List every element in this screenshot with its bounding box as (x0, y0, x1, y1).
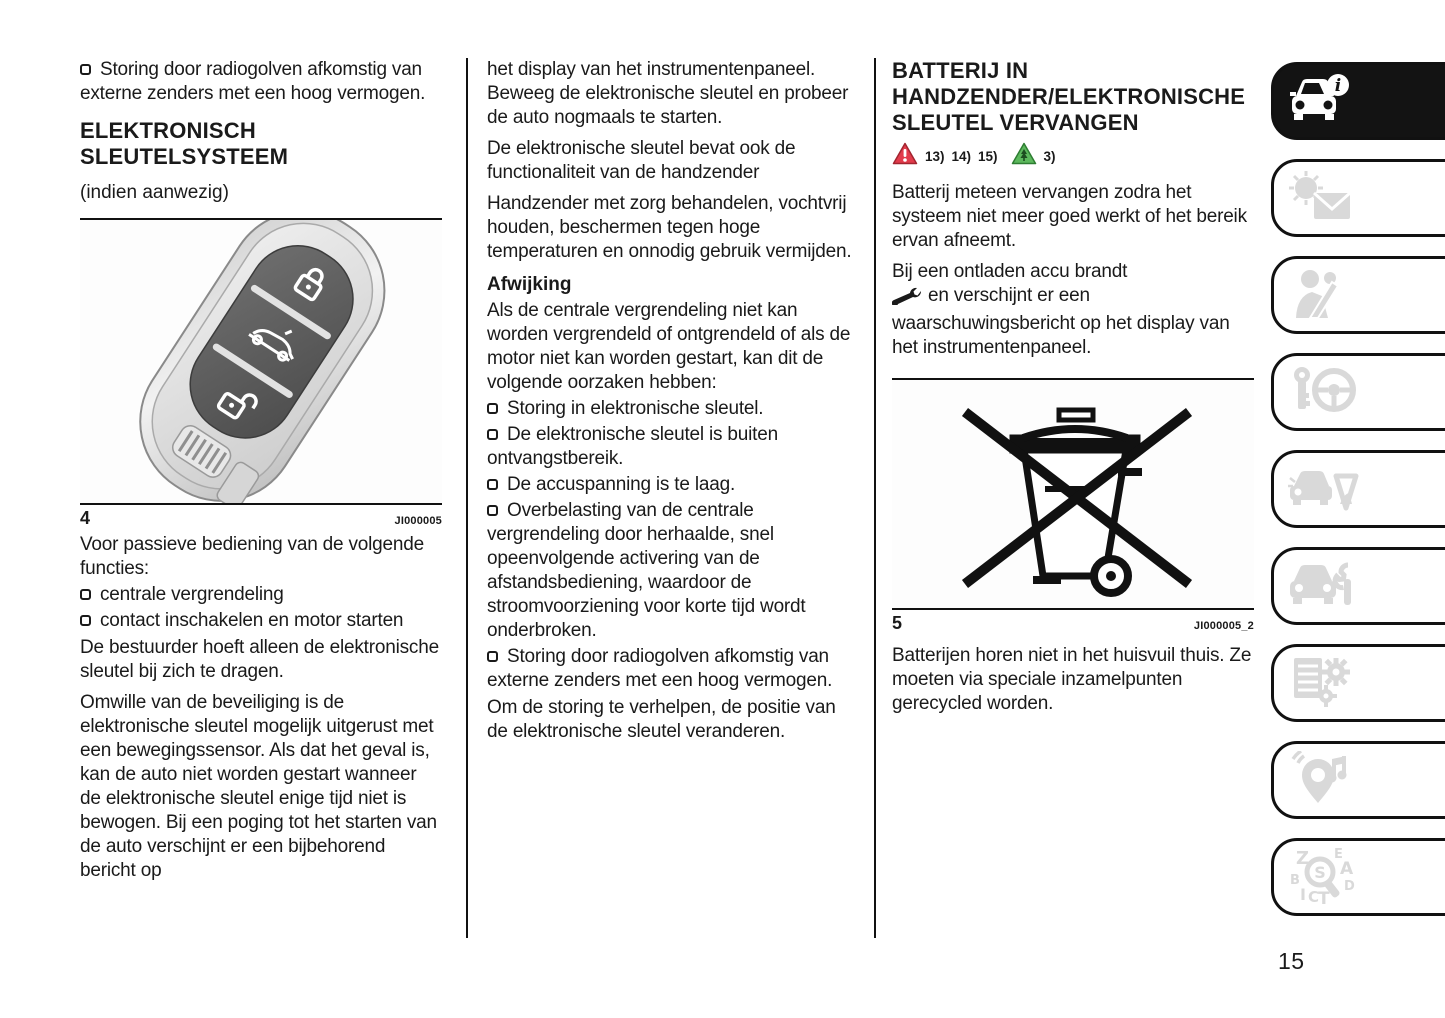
paragraph-with-icon: Bij een ontladen accu brandt en verschijnt er een waarschuwingsbericht op het display van het instrumentenpaneel. (892, 261, 1230, 358)
tab-technical-data (1271, 644, 1445, 722)
paragraph: Batterij meteen vervangen zodra het systeem niet meer goed werkt of het bereik ervan afneemt. (892, 182, 1247, 251)
weee-bin-image (892, 378, 1254, 610)
list-item: Overbelasting van de centrale vergrendeling door herhaalde, snel opeenvolgende activering van de afstandsbediening, waardoor de stroomvoorziening voor korte tijd wordt onderbroken. (487, 500, 806, 641)
section-heading: BATTERIJ IN HANDZENDER/ELEKTRONISCHE SLEUTEL VERVANGEN (892, 58, 1246, 135)
section-tab-rail (1271, 62, 1445, 935)
bullet-square-icon (487, 651, 498, 662)
key-steering-wheel-icon (1288, 363, 1356, 422)
warning-ref: 14) (951, 149, 972, 164)
eco-triangle-icon (1011, 142, 1037, 171)
figure-code: JI000005_2 (1193, 620, 1254, 632)
svg-text:Z: Z (1296, 847, 1310, 869)
bullet-square-icon (487, 479, 498, 490)
figure-key-fob (80, 218, 442, 529)
bullet-square-icon (487, 429, 498, 440)
svg-text:i: i (1334, 75, 1342, 96)
if-equipped-note: (indien aanwezig) (80, 182, 229, 203)
paragraph: Beweeg de elektronische sleutel en probeer de auto nogmaals te starten. (487, 83, 849, 128)
eco-ref: 3) (1043, 149, 1056, 164)
svg-text:A: A (1340, 858, 1354, 879)
paragraph: Batterijen horen niet in het huisvuil thuis. Ze moeten via speciale inzamelpunten gerecycled worden. (892, 645, 1252, 714)
figure-caption (80, 505, 442, 529)
paragraph: Omwille van de beveiliging is de elektronische sleutel mogelijk uitgerust met een bewegingssensor. Als dat het geval is, kan de auto niet worden gestart wanneer de elektronische sleutel enige tijd niet is bewogen. Bij een poging tot het starten van de auto verschijnt er een bijbehorend bericht op (80, 692, 437, 881)
figure-battery-disposal (892, 378, 1254, 634)
column-divider-right (874, 58, 876, 938)
svg-text:B: B (1290, 872, 1300, 888)
tab-starting-driving (1271, 353, 1445, 431)
wrench-warning-light-icon (892, 287, 922, 312)
warning-ref: 13) (925, 149, 945, 164)
svg-text:S: S (1314, 862, 1326, 882)
bullet-square-icon (487, 505, 498, 516)
paragraph: Voor passieve bediening van de volgende functies: (80, 534, 424, 579)
bullet-square-icon (80, 589, 91, 600)
figure-number: 4 (80, 508, 91, 528)
specifications-gears-icon (1288, 654, 1354, 713)
figure-caption (892, 610, 1254, 634)
svg-text:T: T (1318, 888, 1330, 904)
left-column (80, 58, 442, 890)
tab-vehicle-info (1271, 62, 1445, 140)
list-item: centrale vergrendeling (80, 583, 442, 607)
tab-emergency (1271, 450, 1445, 528)
svg-text:I: I (1300, 884, 1306, 904)
paragraph: Als de centrale vergrendeling niet kan worden vergrendeld of ontgrendeld of als de motor niet kan worden gestart, kan dit de volgende oorzaken hebben: (487, 300, 851, 393)
multimedia-navigation-icon (1288, 751, 1352, 810)
tab-servicing-maintenance (1271, 547, 1445, 625)
tab-safety (1271, 256, 1445, 334)
list-item: Storing door radiogolven afkomstig van externe zenders met een hoog vermogen. (487, 646, 833, 691)
paragraph: De elektronische sleutel bevat ook de functionaliteit van de handzender (487, 138, 796, 183)
paragraph: De bestuurder hoeft alleen de elektronische sleutel bij zich te dragen. (80, 637, 439, 682)
right-column (892, 58, 1254, 723)
subsection-heading: Afwijking (487, 274, 572, 295)
carryover-bullet: Storing door radiogolven afkomstig van externe zenders met een hoog vermogen. (80, 59, 426, 104)
svg-text:C: C (1308, 887, 1320, 904)
bullet-square-icon (80, 615, 91, 626)
bullet-square-icon (80, 64, 91, 75)
warning-reference-row (892, 142, 1254, 171)
column-divider-left (466, 58, 468, 938)
list-item: De accuspanning is te laag. (487, 473, 857, 497)
page-number: 15 (1278, 948, 1305, 974)
emergency-triangle-icon (1288, 460, 1360, 519)
paragraph: Om de storing te verhelpen, de positie van de elektronische sleutel veranderen. (487, 697, 836, 742)
list-item: Storing in elektronische sleutel. (487, 397, 857, 421)
index-letters-icon (1288, 846, 1360, 909)
tab-instrument-panel (1271, 159, 1445, 237)
warning-triangle-icon (892, 142, 918, 171)
key-fob-image (80, 218, 442, 505)
figure-code: JI000005 (394, 515, 442, 527)
safety-seatbelt-icon (1288, 266, 1348, 325)
paragraph: het display van het instrumentenpaneel. (487, 59, 816, 80)
list-item: De elektronische sleutel is buiten ontvangstbereik. (487, 424, 778, 469)
svg-text:E: E (1334, 846, 1343, 862)
tab-index (1271, 838, 1445, 916)
bullet-square-icon (487, 403, 498, 414)
warning-lights-message-icon (1288, 169, 1354, 228)
car-info-icon (1288, 72, 1350, 131)
middle-column (487, 58, 857, 751)
paragraph: Handzender met zorg behandelen, vochtvrij houden, beschermen tegen hoge temperaturen en onnodig gebruik vermijden. (487, 193, 852, 262)
tab-multimedia (1271, 741, 1445, 819)
list-item: contact inschakelen en motor starten (80, 609, 442, 633)
svg-text:D: D (1344, 878, 1355, 894)
warning-ref: 15) (978, 149, 998, 164)
car-wrench-icon (1288, 557, 1358, 616)
section-heading: ELEKTRONISCH SLEUTELSYSTEEM (80, 118, 289, 169)
figure-number: 5 (892, 613, 903, 633)
